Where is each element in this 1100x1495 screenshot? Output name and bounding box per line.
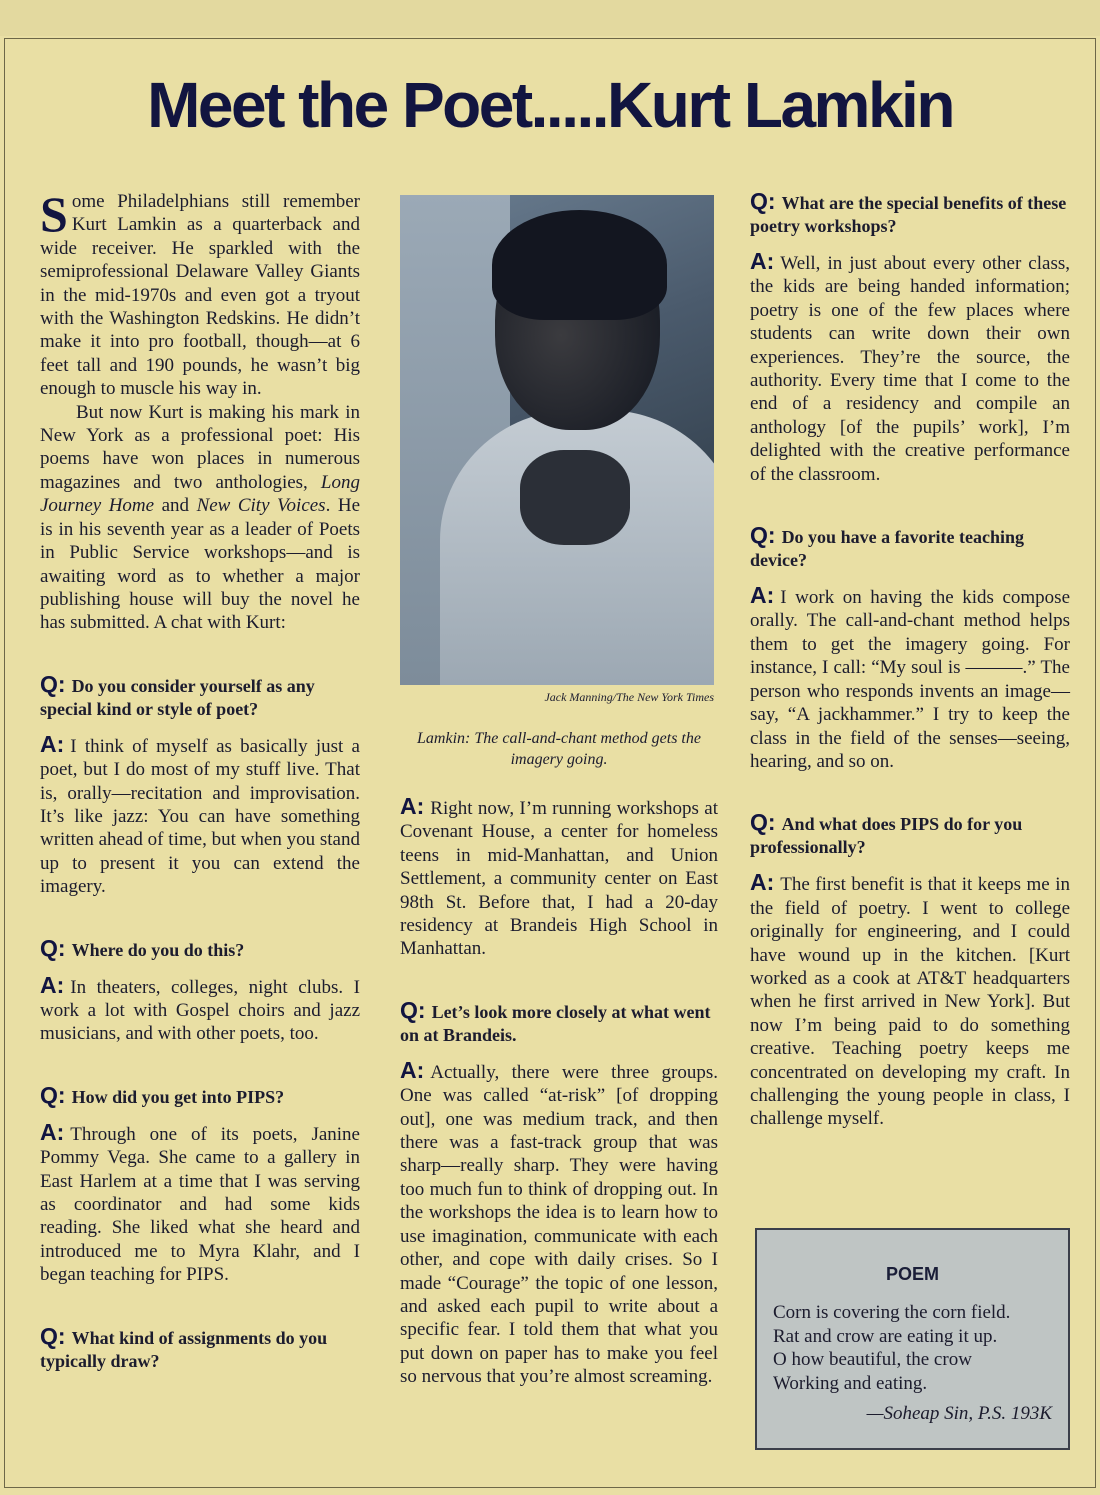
question-text: What are the special benefits of these poetry workshops? <box>750 193 1067 236</box>
answer <box>40 1118 360 1287</box>
answer <box>750 871 1070 1130</box>
a-label: A: <box>750 582 775 609</box>
intro-text-2b: . He is in his seventh year as a leader of Poets in Public Service workshops—and is awaiting word as to whether a major publishing house will buy the novel he has submitted. A chat with Kurt: <box>40 495 360 634</box>
answer <box>40 730 360 899</box>
question <box>40 670 360 721</box>
left-column <box>40 186 360 1373</box>
answer <box>750 250 1070 486</box>
poem-line: O how beautiful, the crow <box>773 1349 972 1370</box>
a-label: A: <box>40 971 65 998</box>
book-title-2: New City Voices <box>196 495 326 517</box>
photo-credit: Jack Manning/The New York Times <box>544 690 714 704</box>
question-text: Do you have a favorite teaching device? <box>750 527 1025 571</box>
answer <box>400 795 718 961</box>
answer-text: Right now, I’m running workshops at Covenant House, a center for homeless teens in mid-Manhattan, and Union Settlement, a community center on East 98th St. Before that, I had a 20-day residency at Brandeis High School in Manhattan. <box>400 798 718 960</box>
right-column <box>750 190 1070 1131</box>
answer <box>400 1056 718 1389</box>
intro-paragraph-1 <box>40 186 360 401</box>
q-label: Q: <box>750 188 776 214</box>
middle-column <box>400 795 718 1389</box>
question <box>750 524 1070 572</box>
answer-text: I think of myself as basically just a poet, but I do most of my stuff live. That is, orally—recitation and improvisation. It’s like jazz: You can have something written ahead of time, but when you stand up to present it you can extend the imagery. <box>40 735 360 898</box>
photo-caption: Lamkin: The call-and-chant method gets the imagery going. <box>417 730 701 768</box>
a-label: A: <box>400 1056 425 1083</box>
answer-text: Well, in just about every other class, the kids are being handed information; poetry is one of the few places where students can write down their own experiences. They’re the source, the authority. Every time that I come to the end of a residency and compile an anthology [of the pupils’ work], I’m delighted with the creative performance of the classroom. <box>750 253 1070 485</box>
a-label: A: <box>400 793 425 819</box>
answer-text: Actually, there were three groups. One was called “at-risk” [of dropping out], one was medium track, and then there was a fast-track group that was sharp—really sharp. They were having too much fun to think of dropping out. In the workshops the idea is to learn how to use imagination, communicate with each other, and cope with daily crises. So I made “Courage” the topic of one lesson, and asked each pupil to write about a specific fear. I told them that what you put down on paper has to make you feel so nervous that you’re almost screaming. <box>400 1061 718 1388</box>
intro-text-1: ome Philadelphians still remember Kurt Lamkin as a quarterback and wide receiver. He sparkled with the semiprofessional Delaware Valley Giants in the mid-1970s and even got a tryout with the Washington Redskins. He didn’t make it into pro football, though—at 6 feet tall and 190 pounds, he wasn’t big enough to muscle his way in. <box>40 191 360 400</box>
answer <box>40 971 360 1046</box>
drop-cap: S <box>40 186 68 242</box>
portrait-photo <box>400 195 714 685</box>
q-label: Q: <box>40 1081 66 1108</box>
question-text: Do you consider yourself as any special kind or style of poet? <box>40 675 315 719</box>
question-text: How did you get into PIPS? <box>71 1086 285 1107</box>
poem-author: —Soheap Sin, P.S. 193K <box>866 1403 1052 1424</box>
a-label: A: <box>40 1118 65 1145</box>
headline: Meet the Poet.....Kurt Lamkin <box>147 69 953 141</box>
a-label: A: <box>40 730 65 757</box>
question-text: Where do you do this? <box>71 939 245 960</box>
poem-line: Rat and crow are eating it up. <box>773 1325 998 1347</box>
answer-text: The first benefit is that it keeps me in the field of poetry. I went to college originally for engineering, and I could have wound up in the kitchen. [Kurt worked as a cook at AT&T headquarters when he first arrived in New York]. But now I’m being paid to do something creative. Teaching poetry keeps me concentrated on developing my craft. In challenging the young people in class, I challenge myself. <box>750 874 1070 1130</box>
q-label: Q: <box>750 522 776 549</box>
question-text: What kind of assignments do you typically draw? <box>40 1327 328 1371</box>
question <box>400 996 718 1047</box>
q-label: Q: <box>40 670 66 697</box>
q-label: Q: <box>400 996 426 1023</box>
poem-line: Working and eating. <box>773 1372 928 1394</box>
question <box>40 934 360 962</box>
q-label: Q: <box>40 1322 66 1349</box>
intro-paragraph-2 <box>40 401 360 635</box>
answer-text: I work on having the kids compose orally. The call-and-chant method helps them to get the imagery going. For instance, I call: “My soul is ———.” The person who responds invents an image—say, “A jackhammer.” I try to keep the class in the field of the senses—seeing, hearing, and so on. <box>750 587 1070 772</box>
poem-box <box>755 1228 1070 1450</box>
intro-text-and: and <box>154 495 197 517</box>
intro-text-2a: But now Kurt is making his mark in New York as a professional poet: His poems have won places in numerous magazines and two anthologies, <box>40 401 360 493</box>
question <box>750 190 1070 238</box>
answer-text: Through one of its poets, Janine Pommy Vega. She came to a gallery in East Harlem at a time that I was serving as coordinator and had some kids reading. She liked what she heard and introduced me to Myra Klahr, and I began teaching for PIPS. <box>40 1123 360 1286</box>
question-text: And what does PIPS do for you professionally? <box>750 814 1023 858</box>
poem-title: POEM <box>885 1264 939 1284</box>
question <box>40 1322 360 1373</box>
q-label: Q: <box>750 809 776 836</box>
a-label: A: <box>750 869 775 896</box>
question-text: Let’s look more closely at what went on at Brandeis. <box>400 1001 711 1045</box>
poem-line: Corn is covering the corn field. <box>773 1302 1011 1323</box>
answer-text: In theaters, colleges, night clubs. I work a lot with Gospel choirs and jazz musicians, and with other poets, too. <box>40 976 360 1045</box>
q-label: Q: <box>40 934 66 961</box>
top-paper-strip <box>0 0 1100 36</box>
book-title-1: Long Journey Home <box>40 471 360 517</box>
answer <box>750 584 1070 773</box>
question <box>750 811 1070 859</box>
a-label: A: <box>750 248 775 274</box>
question <box>40 1081 360 1109</box>
